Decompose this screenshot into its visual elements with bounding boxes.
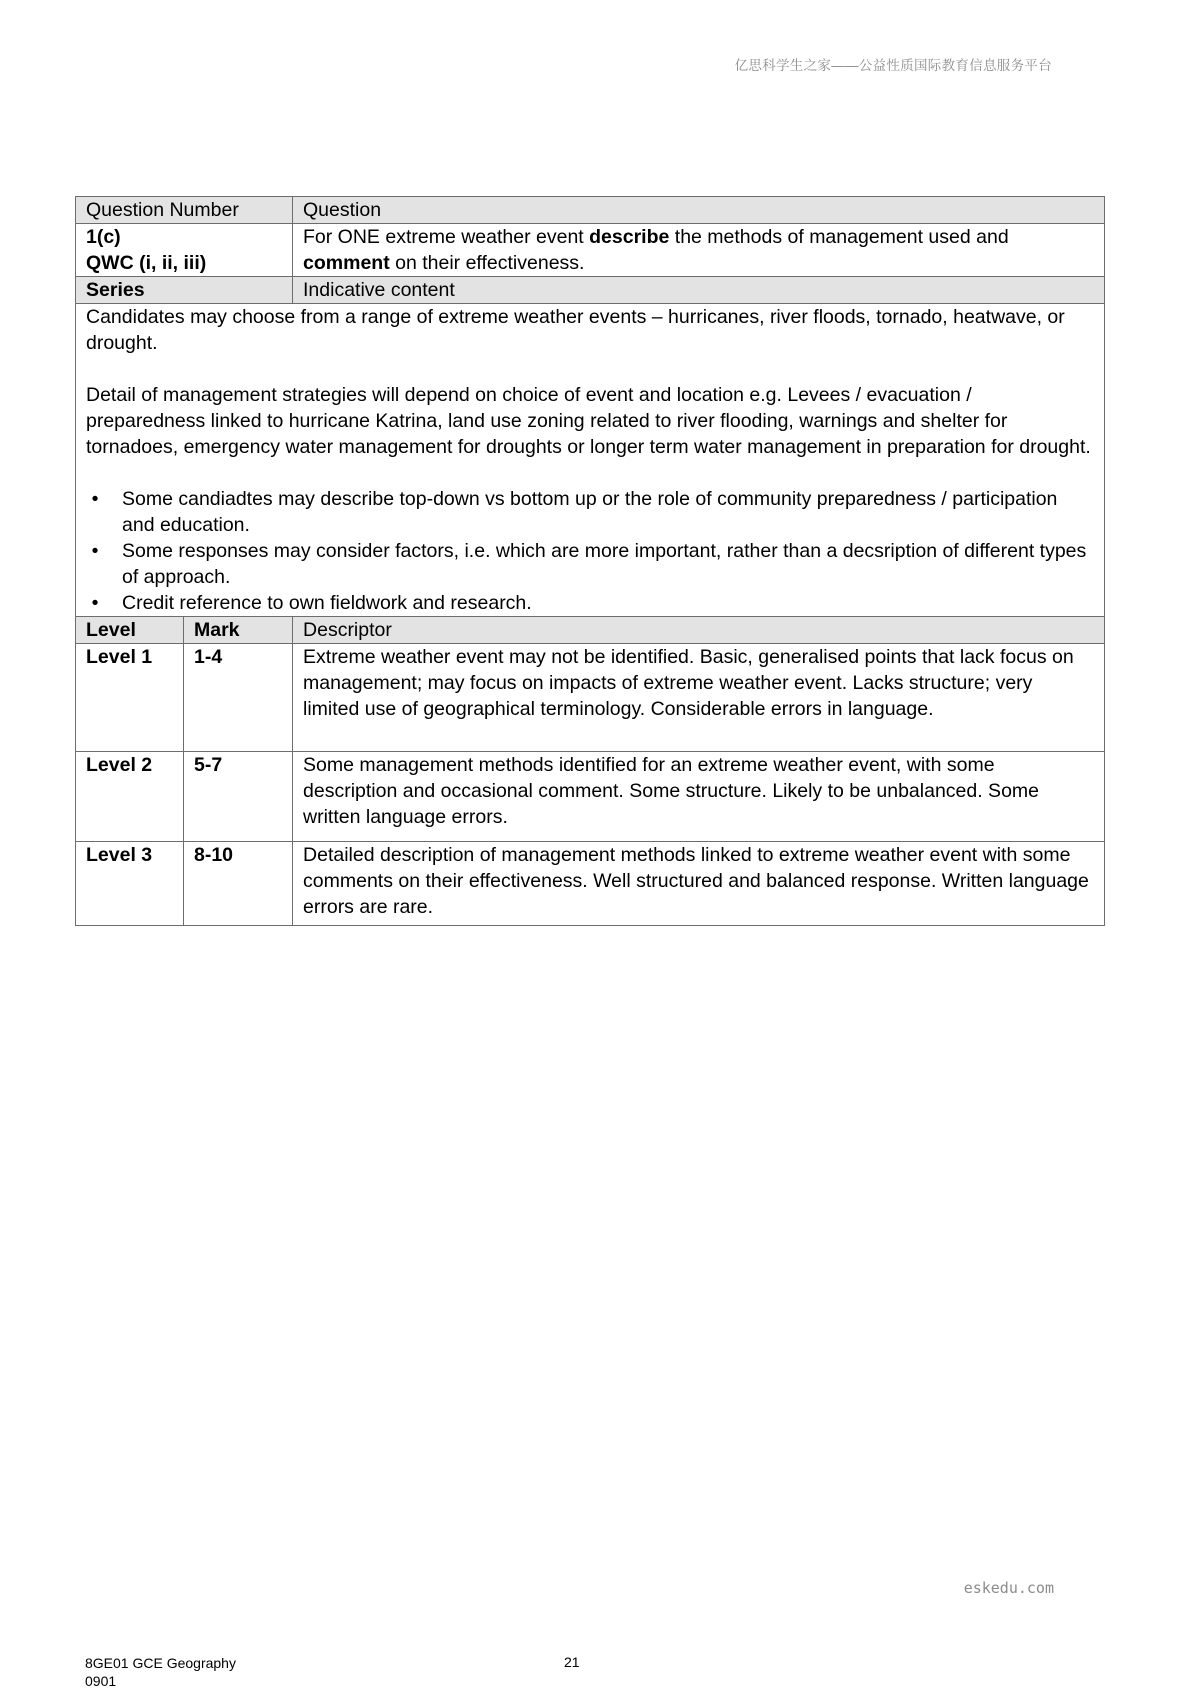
question-text-part: the methods of management used and <box>669 226 1009 248</box>
indicative-paragraph-1: Candidates may choose from a range of extreme weather events – hurricanes, river floods, tornado, heatwave, or drought. <box>86 306 1065 354</box>
series-header-row <box>76 277 1105 304</box>
indicative-content-row <box>76 304 1105 617</box>
levels-header-row <box>76 617 1105 644</box>
descriptor-cell: Extreme weather event may not be identified. Basic, generalised points that lack focus on management; may focus on impacts of extreme weather event. Lacks structure; very limited use of geographical terminology. Considerable errors in language. <box>293 644 1105 752</box>
level-cell: Level 1 <box>76 644 184 752</box>
list-item <box>86 486 1094 538</box>
mark-cell: 8-10 <box>184 842 293 926</box>
bullet-icon: • <box>91 488 99 510</box>
question-text-part: on their effectiveness. <box>389 252 585 274</box>
question-keyword-comment: comment <box>303 252 390 274</box>
indicative-bullet-list <box>86 486 1094 616</box>
footer-document-info <box>85 1654 236 1690</box>
level-cell: Level 2 <box>76 752 184 842</box>
bullet-icon: • <box>91 540 99 562</box>
footer-title: 8GE01 GCE Geography <box>85 1655 236 1671</box>
list-item <box>86 590 1094 616</box>
bullet-text: Credit reference to own fieldwork and research. <box>122 592 532 614</box>
question-header: Question <box>293 197 1105 224</box>
descriptor-header: Descriptor <box>293 617 1105 644</box>
question-number-header: Question Number <box>76 197 293 224</box>
mark-scheme-table <box>75 196 1105 926</box>
bullet-text: Some candiadtes may describe top-down vs bottom up or the role of community preparedness / participation and education. <box>122 488 1058 536</box>
page-number: 21 <box>564 1654 580 1670</box>
table-row <box>76 644 1105 752</box>
question-text <box>293 224 1105 277</box>
footer-code: 0901 <box>85 1673 117 1689</box>
mark-header: Mark <box>184 617 293 644</box>
table-row <box>76 842 1105 926</box>
watermark-footer: eskedu.com <box>963 1579 1054 1597</box>
question-keyword-describe: describe <box>589 226 670 248</box>
question-header-row <box>76 197 1105 224</box>
question-number: 1(c) <box>86 226 121 248</box>
indicative-content <box>76 304 1105 617</box>
list-item <box>86 538 1094 590</box>
mark-cell: 5-7 <box>184 752 293 842</box>
bullet-text: Some responses may consider factors, i.e. which are more important, rather than a decsription of different types of approach. <box>122 540 1087 588</box>
mark-cell: 1-4 <box>184 644 293 752</box>
bullet-icon: • <box>91 592 99 614</box>
watermark-header: 亿思科学生之家——公益性质国际教育信息服务平台 <box>734 58 1052 73</box>
descriptor-cell: Detailed description of management methods linked to extreme weather event with some comments on their effectiveness. Well structured and balanced response. Written language errors are rare. <box>293 842 1105 926</box>
level-cell: Level 3 <box>76 842 184 926</box>
series-header: Series <box>76 277 293 304</box>
indicative-content-header: Indicative content <box>293 277 1105 304</box>
table-row <box>76 752 1105 842</box>
question-number-cell <box>76 224 293 277</box>
qwc-label: QWC (i, ii, iii) <box>86 252 207 274</box>
question-text-part: For ONE extreme weather event <box>303 226 590 248</box>
indicative-paragraph-2: Detail of management strategies will depend on choice of event and location e.g. Levees / evacuation / preparedness linked to hurricane Katrina, land use zoning related to river flooding, warnings and shelter for tornadoes, emergency water management for droughts or longer term water management in preparation for drought. <box>86 384 1091 458</box>
level-header: Level <box>76 617 184 644</box>
descriptor-cell: Some management methods identified for an extreme weather event, with some description and occasional comment. Some structure. Likely to be unbalanced. Some written language errors. <box>293 752 1105 842</box>
question-row <box>76 224 1105 277</box>
